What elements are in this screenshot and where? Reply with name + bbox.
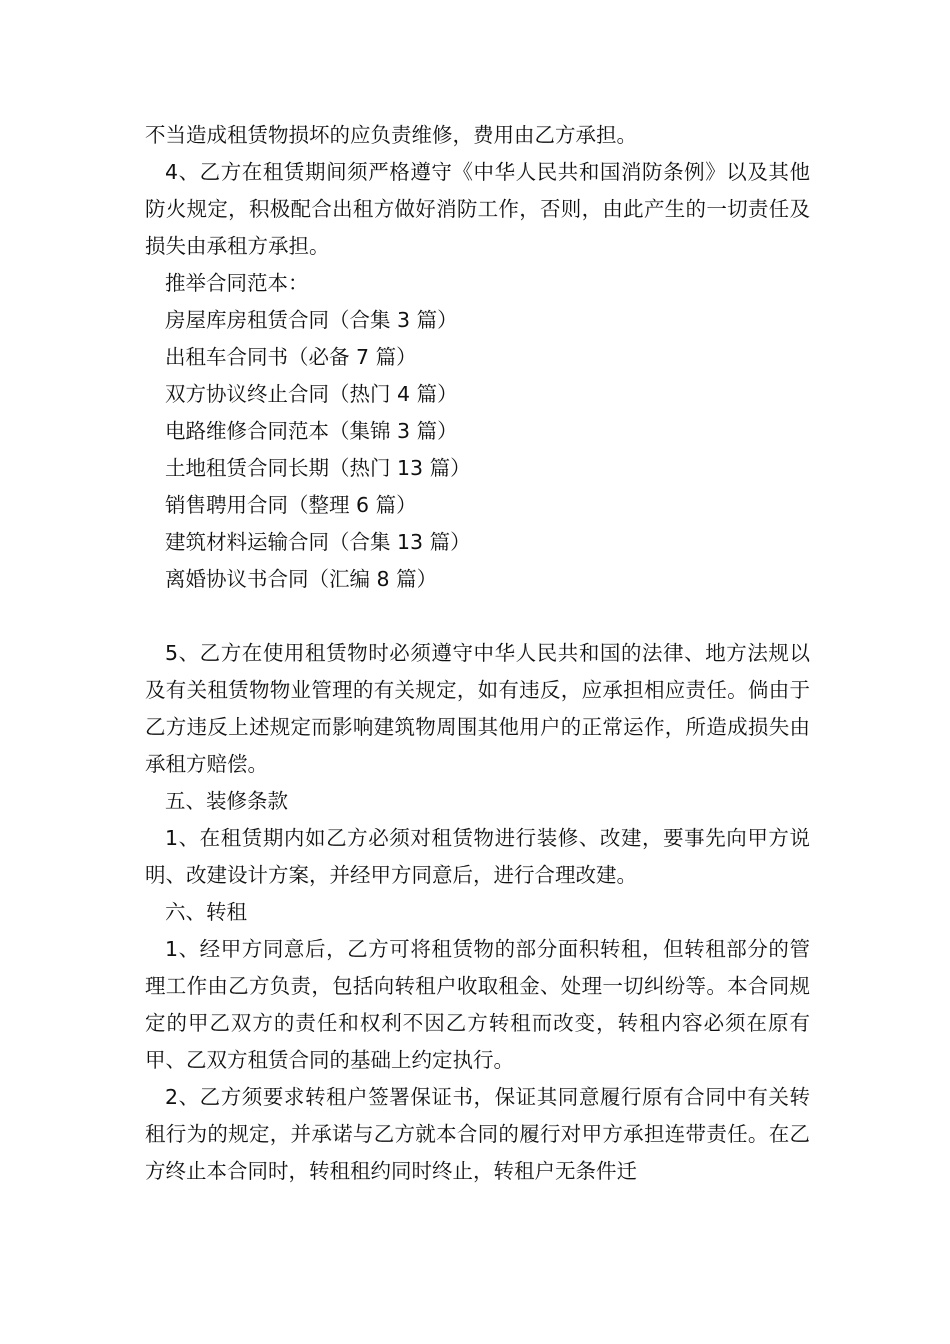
paragraph-sublease-1: 1、经甲方同意后，乙方可将租赁物的部分面积转租，但转租部分的管理工作由乙方负责，包括向转租户收取租金、处理一切纠纷等。本合同规定的甲乙双方的责任和权利不因乙方转租而改变，转租内容必须在原有甲、乙双方租赁合同的基础上约定执行。: [145, 937, 810, 1072]
paragraph-sublease-2: 2、乙方须要求转租户签署保证书，保证其同意履行原有合同中有关转租行为的规定，并承诺与乙方就本合同的履行对甲方承担连带责任。在乙方终止本合同时，转租租约同时终止，转租户无条件迁: [145, 1085, 810, 1183]
blank-line: [145, 598, 810, 635]
document-body: [145, 117, 810, 1190]
paragraph-fire-regulations: 4、乙方在租赁期间须严格遵守《中华人民共和国消防条例》以及其他防火规定，积极配合出租方做好消防工作，否则，由此产生的一切责任及损失由承租方承担。: [145, 160, 810, 258]
paragraph-renovation: 1、在租赁期内如乙方必须对租赁物进行装修、改建，要事先向甲方说明、改建设计方案，并经甲方同意后，进行合理改建。: [145, 826, 810, 887]
recommend-item: 建筑材料运输合同（合集 13 篇）: [165, 530, 471, 554]
recommend-item: 土地租赁合同长期（热门 13 篇）: [165, 456, 471, 480]
recommend-item: 电路维修合同范本（集锦 3 篇）: [165, 419, 458, 443]
paragraph-legal-compliance: 5、乙方在使用租赁物时必须遵守中华人民共和国的法律、地方法规以及有关租赁物物业管理的有关规定，如有违反，应承担相应责任。倘由于乙方违反上述规定而影响建筑物周围其他用户的正常运作，所造成损失由承租方赔偿。: [145, 641, 810, 776]
recommend-heading: 推举合同范本：: [165, 271, 309, 295]
recommend-item: 房屋库房租赁合同（合集 3 篇）: [165, 308, 458, 332]
recommend-item: 双方协议终止合同（热门 4 篇）: [165, 382, 458, 406]
paragraph-damage-repair: 不当造成租赁物损坏的应负责维修，费用由乙方承担。: [145, 123, 637, 147]
section-title-sublease: 六、转租: [165, 900, 247, 924]
recommend-item: 离婚协议书合同（汇编 8 篇）: [165, 567, 438, 591]
section-title-renovation: 五、装修条款: [165, 789, 288, 813]
recommend-item: 销售聘用合同（整理 6 篇）: [165, 493, 417, 517]
recommend-item: 出租车合同书（必备 7 篇）: [165, 345, 417, 369]
